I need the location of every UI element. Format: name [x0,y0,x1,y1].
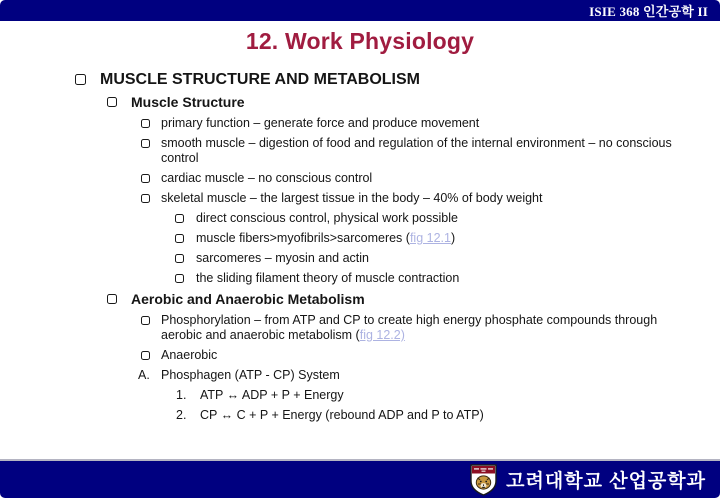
square-bullet-icon [141,194,150,203]
list-item-text: ATP ↔ ADP + P + Energy [200,388,344,402]
square-bullet-icon [141,174,150,183]
square-bullet-icon [107,97,117,107]
square-bullet-icon [175,254,184,263]
list-item [0,191,706,206]
list-item [0,251,706,266]
list-marker: 2. [176,408,187,422]
list-item [0,70,706,89]
list-item-text: skeletal muscle – the largest tissue in the body – 40% of body weight [161,191,543,205]
square-bullet-icon [175,214,184,223]
list-item-text: muscle fibers>myofibrils>sarcomeres (fig 12.1) [196,231,456,245]
list-item [0,94,706,111]
square-bullet-icon [107,294,117,304]
list-item-text: Anaerobic [161,348,218,362]
list-item-text: smooth muscle – digestion of food and regulation of the internal environment – no conscious control [161,136,672,165]
square-bullet-icon [75,74,86,85]
list-item [0,116,706,131]
list-item [0,368,706,383]
list-item [0,348,706,363]
list-item-text: MUSCLE STRUCTURE AND METABOLISM [100,71,420,88]
footer-bar [0,459,720,498]
square-bullet-icon [141,119,150,128]
list-item-text: Aerobic and Anaerobic Metabolism [131,291,365,307]
list-item [0,408,706,423]
list-item-text: Phosphorylation – from ATP and CP to create high energy phosphate compounds through aerobic and anaerobic metabolism (fig 12.2) [161,313,658,342]
list-item [0,313,706,343]
list-item-text: direct conscious control, physical work possible [196,211,458,225]
list-item [0,388,706,403]
list-item [0,231,706,246]
square-bullet-icon [141,351,150,360]
fig-link[interactable]: fig 12.1 [409,231,451,245]
list-item-text: sarcomeres – myosin and actin [196,251,369,265]
list-item-text: Phosphagen (ATP - CP) System [161,368,340,382]
list-item [0,136,706,166]
list-item [0,291,706,308]
course-label: ISIE 368 인간공학 II [589,4,708,19]
footer-org-label: 고려대학교 산업공학과 [506,471,706,492]
list-item-text: cardiac muscle – no conscious control [161,171,373,185]
list-item-text: the sliding filament theory of muscle contraction [196,271,460,285]
slide-body [0,70,706,428]
list-item [0,171,706,186]
list-item-text: CP ↔ C + P + Energy (rebound ADP and P to ATP) [200,408,484,422]
list-item-text: Muscle Structure [131,94,245,110]
page-title: 12. Work Physiology [245,28,475,54]
korea-university-crest-logo [470,464,497,496]
list-marker: 1. [176,388,187,402]
list-item [0,271,706,286]
square-bullet-icon [175,234,184,243]
list-item-text: primary function – generate force and produce movement [161,116,480,130]
square-bullet-icon [141,139,150,148]
square-bullet-icon [175,274,184,283]
square-bullet-icon [141,316,150,325]
list-marker: A. [138,368,150,382]
header-bar [0,0,720,21]
list-item [0,211,706,226]
fig-link[interactable]: fig 12.2) [359,328,405,342]
